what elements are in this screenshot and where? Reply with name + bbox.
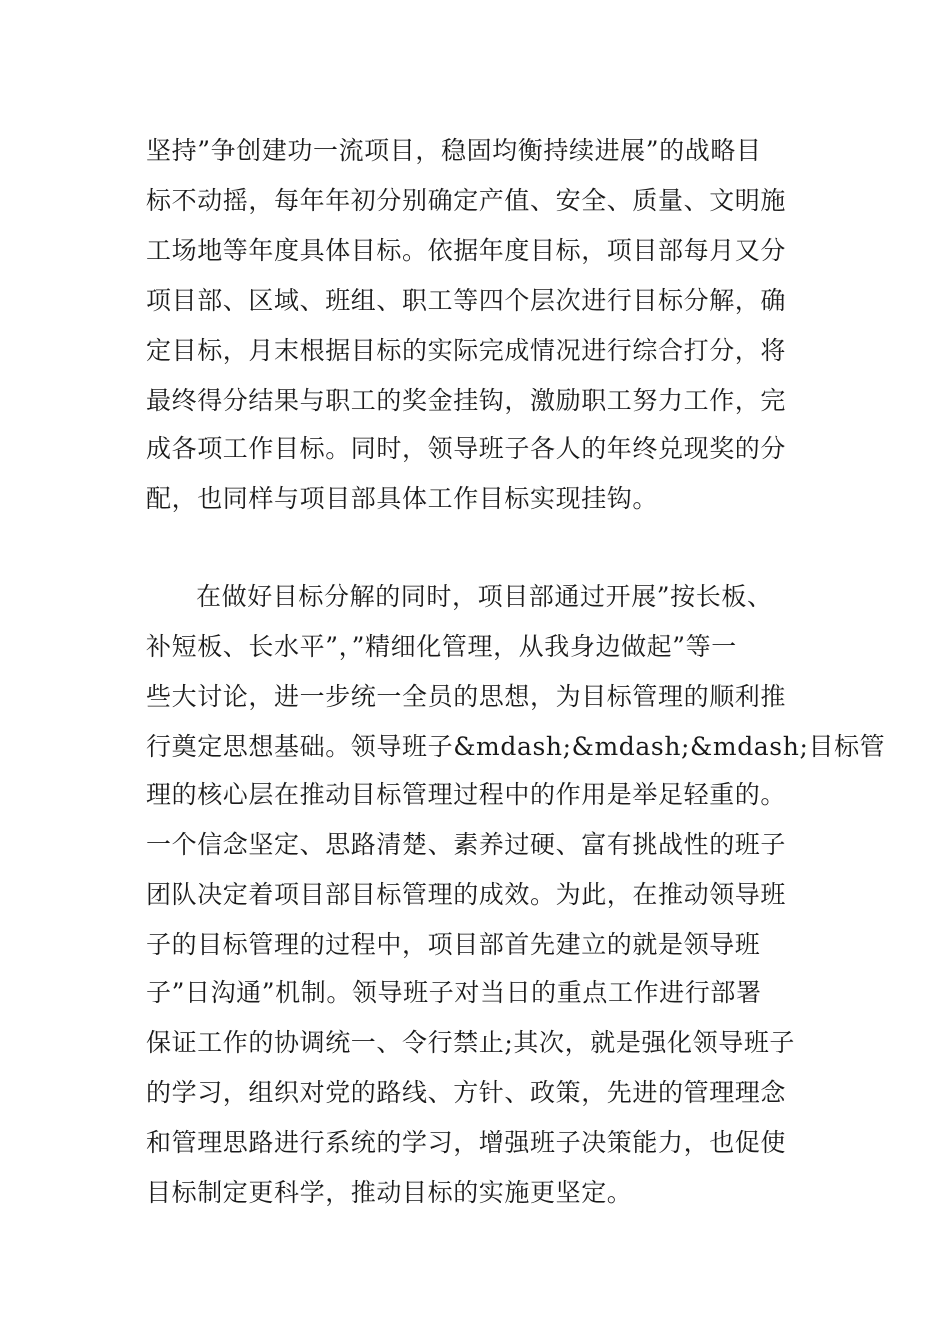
- paragraph-2-line-1: 在做好目标分解的同时，项目部通过开展”按长板、: [196, 582, 773, 611]
- paragraph-1-line-7: 成各项工作目标。同时，领导班子各人的年终兑现奖的分: [146, 434, 787, 463]
- paragraph-2-line-9: 子”日沟通”机制。领导班子对当日的重点工作进行部署: [146, 978, 762, 1007]
- paragraph-2-line-6: 一个信念坚定、思路清楚、素养过硬、富有挑战性的班子: [146, 830, 787, 859]
- paragraph-1-line-6: 最终得分结果与职工的奖金挂钩，激励职工努力工作，完: [146, 386, 787, 415]
- paragraph-2-line-8: 子的目标管理的过程中，项目部首先建立的就是领导班: [146, 930, 761, 959]
- paragraph-1-line-4: 项目部、区域、班组、职工等四个层次进行目标分解，确: [146, 286, 787, 315]
- paragraph-1-line-5: 定目标，月末根据目标的实际完成情况进行综合打分，将: [146, 336, 787, 365]
- paragraph-1-line-3: 工场地等年度具体目标。依据年度目标，项目部每月又分: [146, 236, 787, 265]
- paragraph-1-line-1: 坚持”争创建功一流项目，稳固均衡持续进展”的战略目: [146, 136, 762, 165]
- paragraph-2-line-5: 理的核心层在推动目标管理过程中的作用是举足轻重的。: [146, 780, 787, 809]
- paragraph-2-line-3: 些大讨论，进一步统一全员的思想，为目标管理的顺利推: [146, 682, 787, 711]
- paragraph-2-line-12: 和管理思路进行系统的学习，增强班子决策能力，也促使: [146, 1128, 787, 1157]
- paragraph-1-line-8: 配，也同样与项目部具体工作目标实现挂钩。: [146, 484, 659, 513]
- paragraph-2-line-10: 保证工作的协调统一、令行禁止;其次，就是强化领导班子: [146, 1028, 796, 1057]
- paragraph-2-line-2: 补短板、长水平”，”精细化管理，从我身边做起”等一: [146, 632, 737, 661]
- paragraph-2-line-7: 团队决定着项目部目标管理的成效。为此，在推动领导班: [146, 880, 787, 909]
- paragraph-2-line-13: 目标制定更科学，推动目标的实施更坚定。: [146, 1178, 633, 1207]
- paragraph-2-line-11: 的学习，组织对党的路线、方针、政策，先进的管理理念: [146, 1078, 787, 1107]
- paragraph-2-line-4: 行奠定思想基础。领导班子&mdash;&mdash;&mdash;目标管: [146, 732, 886, 761]
- paragraph-1-line-2: 标不动摇，每年年初分别确定产值、安全、质量、文明施: [146, 186, 787, 215]
